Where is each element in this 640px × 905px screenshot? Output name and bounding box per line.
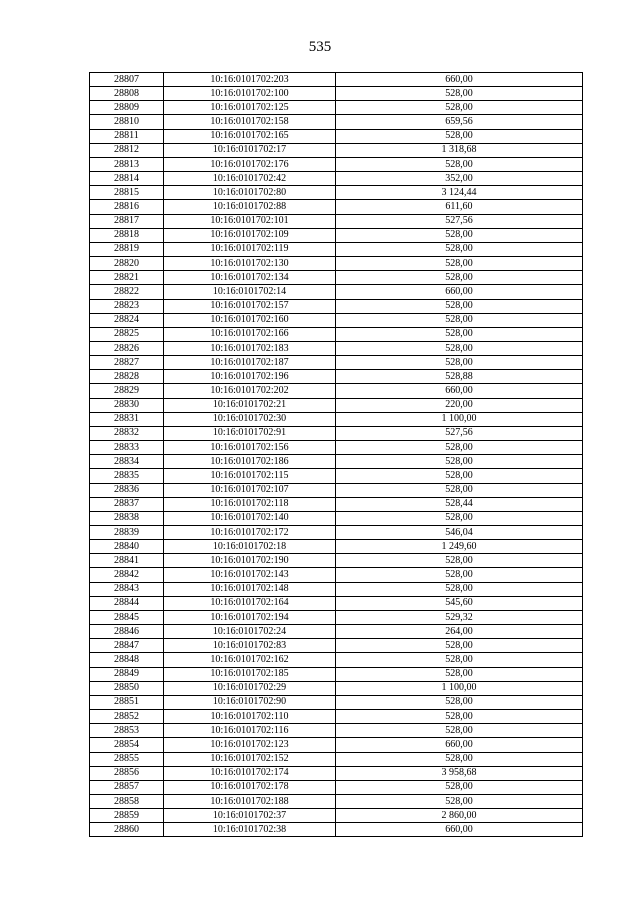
cadastral-number-cell: 10:16:0101702:100 (164, 87, 336, 101)
table-row (90, 540, 583, 554)
table-row (90, 554, 583, 568)
row-number-cell: 28817 (90, 214, 164, 228)
cadastral-number-cell: 10:16:0101702:21 (164, 398, 336, 412)
row-number-cell: 28813 (90, 157, 164, 171)
cadastral-number-cell: 10:16:0101702:29 (164, 681, 336, 695)
value-cell: 660,00 (336, 823, 583, 837)
value-cell: 528,00 (336, 653, 583, 667)
value-cell: 1 100,00 (336, 412, 583, 426)
value-cell: 528,00 (336, 695, 583, 709)
row-number-cell: 28846 (90, 625, 164, 639)
cadastral-number-cell: 10:16:0101702:158 (164, 115, 336, 129)
table-row (90, 186, 583, 200)
row-number-cell: 28828 (90, 370, 164, 384)
value-cell: 3 124,44 (336, 186, 583, 200)
cadastral-number-cell: 10:16:0101702:119 (164, 242, 336, 256)
value-cell: 528,00 (336, 710, 583, 724)
cadastral-number-cell: 10:16:0101702:107 (164, 483, 336, 497)
table-row (90, 73, 583, 87)
table-row (90, 101, 583, 115)
value-cell: 528,00 (336, 511, 583, 525)
row-number-cell: 28821 (90, 271, 164, 285)
cadastral-number-cell: 10:16:0101702:110 (164, 710, 336, 724)
value-cell: 528,00 (336, 87, 583, 101)
cadastral-number-cell: 10:16:0101702:130 (164, 257, 336, 271)
row-number-cell: 28842 (90, 568, 164, 582)
row-number-cell: 28847 (90, 639, 164, 653)
row-number-cell: 28819 (90, 242, 164, 256)
value-cell: 660,00 (336, 738, 583, 752)
table-row (90, 398, 583, 412)
cadastral-number-cell: 10:16:0101702:116 (164, 724, 336, 738)
table-row (90, 455, 583, 469)
value-cell: 528,00 (336, 794, 583, 808)
cadastral-number-cell: 10:16:0101702:88 (164, 200, 336, 214)
table-row (90, 356, 583, 370)
row-number-cell: 28855 (90, 752, 164, 766)
value-cell: 528,88 (336, 370, 583, 384)
cadastral-number-cell: 10:16:0101702:14 (164, 285, 336, 299)
table-row (90, 242, 583, 256)
cadastral-number-cell: 10:16:0101702:123 (164, 738, 336, 752)
table-row (90, 780, 583, 794)
value-cell: 660,00 (336, 384, 583, 398)
value-cell: 528,00 (336, 582, 583, 596)
value-cell: 528,00 (336, 441, 583, 455)
row-number-cell: 28829 (90, 384, 164, 398)
cadastral-number-cell: 10:16:0101702:202 (164, 384, 336, 398)
table-row (90, 87, 583, 101)
value-cell: 220,00 (336, 398, 583, 412)
row-number-cell: 28825 (90, 327, 164, 341)
value-cell: 1 100,00 (336, 681, 583, 695)
cadastral-number-cell: 10:16:0101702:90 (164, 695, 336, 709)
cadastral-number-cell: 10:16:0101702:152 (164, 752, 336, 766)
value-cell: 528,00 (336, 327, 583, 341)
cadastral-number-cell: 10:16:0101702:203 (164, 73, 336, 87)
value-cell: 528,00 (336, 483, 583, 497)
value-cell: 611,60 (336, 200, 583, 214)
row-number-cell: 28833 (90, 441, 164, 455)
row-number-cell: 28809 (90, 101, 164, 115)
cadastral-number-cell: 10:16:0101702:101 (164, 214, 336, 228)
cadastral-number-cell: 10:16:0101702:178 (164, 780, 336, 794)
row-number-cell: 28823 (90, 299, 164, 313)
value-cell: 528,00 (336, 257, 583, 271)
cadastral-number-cell: 10:16:0101702:166 (164, 327, 336, 341)
table-row (90, 469, 583, 483)
data-table (89, 72, 583, 837)
cadastral-number-cell: 10:16:0101702:17 (164, 143, 336, 157)
table-row (90, 511, 583, 525)
value-cell: 3 958,68 (336, 766, 583, 780)
table-row (90, 526, 583, 540)
table-row (90, 667, 583, 681)
row-number-cell: 28851 (90, 695, 164, 709)
table-row (90, 695, 583, 709)
row-number-cell: 28824 (90, 313, 164, 327)
table-row (90, 285, 583, 299)
cadastral-number-cell: 10:16:0101702:24 (164, 625, 336, 639)
cadastral-number-cell: 10:16:0101702:190 (164, 554, 336, 568)
row-number-cell: 28835 (90, 469, 164, 483)
row-number-cell: 28818 (90, 228, 164, 242)
row-number-cell: 28807 (90, 73, 164, 87)
table-row (90, 823, 583, 837)
cadastral-number-cell: 10:16:0101702:156 (164, 441, 336, 455)
row-number-cell: 28856 (90, 766, 164, 780)
row-number-cell: 28853 (90, 724, 164, 738)
table-row (90, 639, 583, 653)
table-row (90, 129, 583, 143)
row-number-cell: 28838 (90, 511, 164, 525)
value-cell: 528,00 (336, 667, 583, 681)
row-number-cell: 28827 (90, 356, 164, 370)
row-number-cell: 28812 (90, 143, 164, 157)
value-cell: 528,00 (336, 554, 583, 568)
table-row (90, 327, 583, 341)
value-cell: 528,00 (336, 752, 583, 766)
value-cell: 528,00 (336, 242, 583, 256)
table-row (90, 172, 583, 186)
row-number-cell: 28840 (90, 540, 164, 554)
row-number-cell: 28834 (90, 455, 164, 469)
cadastral-number-cell: 10:16:0101702:165 (164, 129, 336, 143)
cadastral-number-cell: 10:16:0101702:148 (164, 582, 336, 596)
cadastral-number-cell: 10:16:0101702:185 (164, 667, 336, 681)
table-row (90, 794, 583, 808)
cadastral-number-cell: 10:16:0101702:109 (164, 228, 336, 242)
cadastral-number-cell: 10:16:0101702:115 (164, 469, 336, 483)
table-row (90, 610, 583, 624)
value-cell: 2 860,00 (336, 809, 583, 823)
cadastral-number-cell: 10:16:0101702:37 (164, 809, 336, 823)
table-row (90, 724, 583, 738)
row-number-cell: 28830 (90, 398, 164, 412)
row-number-cell: 28848 (90, 653, 164, 667)
table-row (90, 299, 583, 313)
row-number-cell: 28811 (90, 129, 164, 143)
row-number-cell: 28849 (90, 667, 164, 681)
table-row (90, 341, 583, 355)
row-number-cell: 28850 (90, 681, 164, 695)
value-cell: 528,00 (336, 356, 583, 370)
table-row (90, 228, 583, 242)
row-number-cell: 28852 (90, 710, 164, 724)
row-number-cell: 28831 (90, 412, 164, 426)
value-cell: 528,00 (336, 639, 583, 653)
cadastral-number-cell: 10:16:0101702:172 (164, 526, 336, 540)
cadastral-number-cell: 10:16:0101702:186 (164, 455, 336, 469)
value-cell: 528,00 (336, 469, 583, 483)
table-row (90, 738, 583, 752)
cadastral-number-cell: 10:16:0101702:134 (164, 271, 336, 285)
row-number-cell: 28859 (90, 809, 164, 823)
table-row (90, 271, 583, 285)
cadastral-number-cell: 10:16:0101702:176 (164, 157, 336, 171)
row-number-cell: 28836 (90, 483, 164, 497)
page-number: 535 (308, 39, 332, 55)
cadastral-number-cell: 10:16:0101702:143 (164, 568, 336, 582)
cadastral-number-cell: 10:16:0101702:83 (164, 639, 336, 653)
value-cell: 528,00 (336, 568, 583, 582)
cadastral-number-cell: 10:16:0101702:194 (164, 610, 336, 624)
table-row (90, 157, 583, 171)
table-row (90, 596, 583, 610)
row-number-cell: 28858 (90, 794, 164, 808)
value-cell: 528,44 (336, 497, 583, 511)
cadastral-number-cell: 10:16:0101702:187 (164, 356, 336, 370)
row-number-cell: 28808 (90, 87, 164, 101)
table-row (90, 653, 583, 667)
value-cell: 528,00 (336, 313, 583, 327)
cadastral-number-cell: 10:16:0101702:160 (164, 313, 336, 327)
cadastral-number-cell: 10:16:0101702:183 (164, 341, 336, 355)
value-cell: 528,00 (336, 724, 583, 738)
value-cell: 659,56 (336, 115, 583, 129)
table-row (90, 625, 583, 639)
row-number-cell: 28814 (90, 172, 164, 186)
value-cell: 1 318,68 (336, 143, 583, 157)
table-row (90, 483, 583, 497)
row-number-cell: 28860 (90, 823, 164, 837)
row-number-cell: 28839 (90, 526, 164, 540)
cadastral-number-cell: 10:16:0101702:42 (164, 172, 336, 186)
cadastral-number-cell: 10:16:0101702:118 (164, 497, 336, 511)
table-row (90, 681, 583, 695)
cadastral-number-cell: 10:16:0101702:30 (164, 412, 336, 426)
table-row (90, 809, 583, 823)
row-number-cell: 28822 (90, 285, 164, 299)
table-row (90, 582, 583, 596)
value-cell: 546,04 (336, 526, 583, 540)
cadastral-number-cell: 10:16:0101702:140 (164, 511, 336, 525)
row-number-cell: 28844 (90, 596, 164, 610)
table-row (90, 143, 583, 157)
value-cell: 1 249,60 (336, 540, 583, 554)
table-body (90, 73, 583, 837)
table-row (90, 313, 583, 327)
table-row (90, 497, 583, 511)
row-number-cell: 28845 (90, 610, 164, 624)
row-number-cell: 28857 (90, 780, 164, 794)
value-cell: 528,00 (336, 271, 583, 285)
table-row (90, 200, 583, 214)
cadastral-number-cell: 10:16:0101702:164 (164, 596, 336, 610)
cadastral-number-cell: 10:16:0101702:162 (164, 653, 336, 667)
row-number-cell: 28810 (90, 115, 164, 129)
value-cell: 528,00 (336, 157, 583, 171)
value-cell: 528,00 (336, 228, 583, 242)
value-cell: 528,00 (336, 299, 583, 313)
value-cell: 528,00 (336, 341, 583, 355)
row-number-cell: 28832 (90, 426, 164, 440)
table-row (90, 752, 583, 766)
value-cell: 527,56 (336, 214, 583, 228)
value-cell: 545,60 (336, 596, 583, 610)
cadastral-number-cell: 10:16:0101702:91 (164, 426, 336, 440)
cadastral-number-cell: 10:16:0101702:174 (164, 766, 336, 780)
cadastral-number-cell: 10:16:0101702:196 (164, 370, 336, 384)
table-row (90, 370, 583, 384)
table-row (90, 412, 583, 426)
row-number-cell: 28816 (90, 200, 164, 214)
cadastral-number-cell: 10:16:0101702:80 (164, 186, 336, 200)
table-row (90, 214, 583, 228)
value-cell: 264,00 (336, 625, 583, 639)
value-cell: 528,00 (336, 455, 583, 469)
value-cell: 660,00 (336, 285, 583, 299)
cadastral-number-cell: 10:16:0101702:38 (164, 823, 336, 837)
cadastral-number-cell: 10:16:0101702:188 (164, 794, 336, 808)
value-cell: 528,00 (336, 129, 583, 143)
cadastral-number-cell: 10:16:0101702:18 (164, 540, 336, 554)
value-cell: 528,00 (336, 780, 583, 794)
table-row (90, 384, 583, 398)
table-row (90, 568, 583, 582)
value-cell: 660,00 (336, 73, 583, 87)
value-cell: 528,00 (336, 101, 583, 115)
row-number-cell: 28843 (90, 582, 164, 596)
table-row (90, 766, 583, 780)
row-number-cell: 28837 (90, 497, 164, 511)
row-number-cell: 28854 (90, 738, 164, 752)
value-cell: 529,32 (336, 610, 583, 624)
value-cell: 352,00 (336, 172, 583, 186)
row-number-cell: 28820 (90, 257, 164, 271)
table-row (90, 441, 583, 455)
row-number-cell: 28815 (90, 186, 164, 200)
table-row (90, 710, 583, 724)
value-cell: 527,56 (336, 426, 583, 440)
row-number-cell: 28826 (90, 341, 164, 355)
table-row (90, 426, 583, 440)
table-row (90, 115, 583, 129)
row-number-cell: 28841 (90, 554, 164, 568)
cadastral-number-cell: 10:16:0101702:157 (164, 299, 336, 313)
cadastral-number-cell: 10:16:0101702:125 (164, 101, 336, 115)
table-row (90, 257, 583, 271)
